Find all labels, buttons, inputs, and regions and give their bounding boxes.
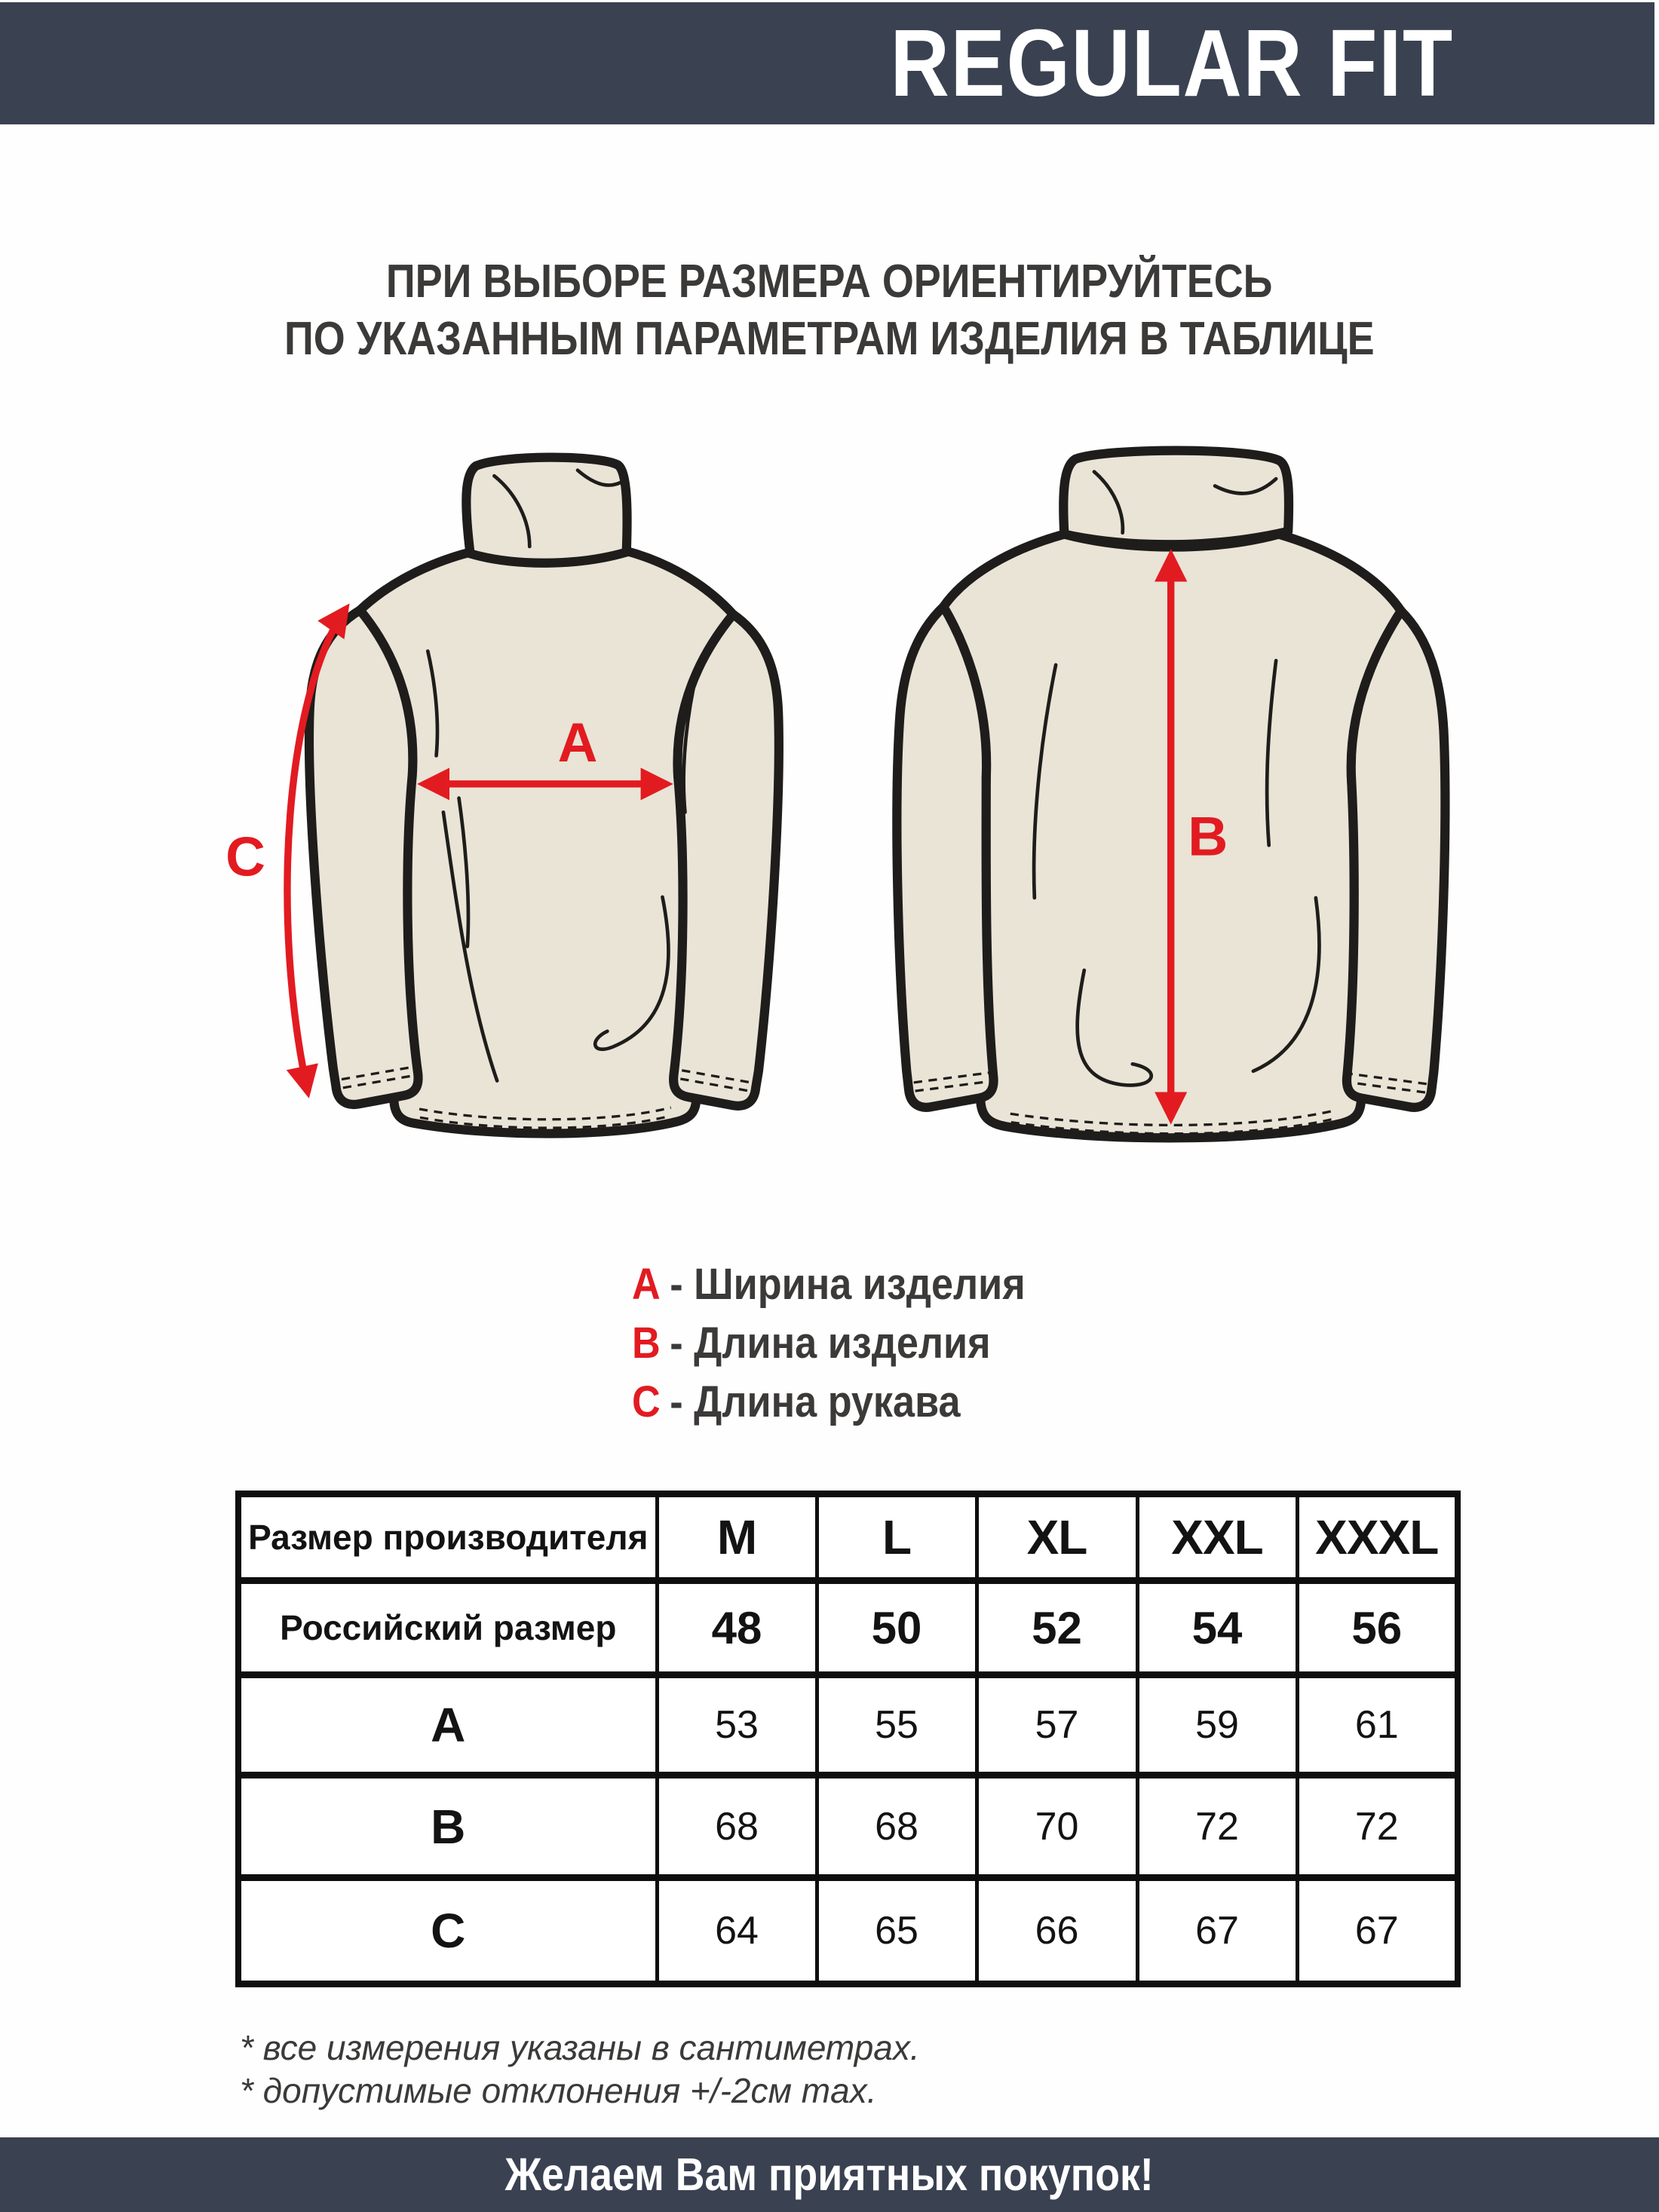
fit-type-title: REGULAR FIT <box>890 10 1454 116</box>
a-xl: 57 <box>977 1675 1137 1775</box>
intro-heading <box>0 253 1659 368</box>
measure-letter-a: A <box>238 1675 657 1775</box>
intro-line-2: ПО УКАЗАННЫМ ПАРАМЕТРАМ ИЗДЕЛИЯ В ТАБЛИЦЕ <box>284 313 1375 365</box>
a-xxxl: 61 <box>1297 1675 1458 1775</box>
bottom-banner <box>0 2137 1659 2212</box>
measure-letter-c: C <box>238 1878 657 1984</box>
a-xxl: 59 <box>1137 1675 1297 1775</box>
c-xxl: 67 <box>1137 1878 1297 1984</box>
farewell-message: Желаем Вам приятных покупок! <box>504 2149 1155 2200</box>
rus-56: 56 <box>1297 1581 1458 1675</box>
front-garment-diagram <box>213 445 818 1176</box>
c-xxxl: 67 <box>1297 1878 1458 1984</box>
a-m: 53 <box>657 1675 817 1775</box>
rus-52: 52 <box>977 1581 1137 1675</box>
c-xl: 66 <box>977 1878 1137 1984</box>
size-table <box>235 1490 1461 1987</box>
size-m: M <box>657 1494 817 1581</box>
measurement-legend <box>632 1259 1069 1435</box>
size-xxxl: XXXL <box>1297 1494 1458 1581</box>
rus-48: 48 <box>657 1581 817 1675</box>
b-xxxl: 72 <box>1297 1775 1458 1878</box>
back-left-sleeve <box>897 607 993 1108</box>
legend-item-c <box>632 1377 1026 1435</box>
b-xl: 70 <box>977 1775 1137 1878</box>
table-row-measure-a <box>238 1675 1458 1775</box>
front-right-sleeve <box>673 614 779 1106</box>
c-m: 64 <box>657 1878 817 1984</box>
producer-size-label: Размер производителя <box>238 1494 657 1581</box>
b-m: 68 <box>657 1775 817 1878</box>
back-right-sleeve <box>1347 611 1445 1107</box>
russian-size-label: Российский размер <box>238 1581 657 1675</box>
top-banner <box>0 2 1654 124</box>
label-b: B <box>1188 804 1228 868</box>
table-row-measure-b <box>238 1775 1458 1878</box>
table-row-measure-c <box>238 1878 1458 1984</box>
size-l: L <box>817 1494 977 1581</box>
table-row-producer-size <box>238 1494 1458 1581</box>
b-l: 68 <box>817 1775 977 1878</box>
legend-text-b: - Длина изделия <box>670 1319 991 1368</box>
intro-line-1: ПРИ ВЫБОРЕ РАЗМЕРА ОРИЕНТИРУЙТЕСЬ <box>386 256 1273 308</box>
legend-item-b <box>632 1318 1026 1377</box>
legend-letter-b: B <box>632 1319 661 1368</box>
front-collar <box>466 458 627 563</box>
footnote-units: * все измерения указаны в сантиметрах. <box>240 2028 920 2067</box>
b-xxl: 72 <box>1137 1775 1297 1878</box>
legend-letter-c: C <box>632 1377 661 1426</box>
label-c: C <box>225 826 265 888</box>
rus-50: 50 <box>817 1581 977 1675</box>
label-a: A <box>557 712 598 774</box>
front-left-sleeve <box>309 610 419 1104</box>
table-row-russian-size <box>238 1581 1458 1675</box>
rus-54: 54 <box>1137 1581 1297 1675</box>
c-l: 65 <box>817 1878 977 1984</box>
size-xl: XL <box>977 1494 1137 1581</box>
legend-text-a: - Ширина изделия <box>670 1260 1026 1309</box>
footnotes <box>240 2027 920 2112</box>
legend-text-c: - Длина рукава <box>670 1377 961 1426</box>
measure-letter-b: B <box>238 1775 657 1878</box>
footnote-tolerance: * допустимые отклонения +/-2см max. <box>240 2071 877 2110</box>
back-garment-diagram <box>881 443 1478 1178</box>
back-collar <box>1063 451 1289 545</box>
a-l: 55 <box>817 1675 977 1775</box>
legend-letter-a: A <box>632 1260 661 1309</box>
legend-item-a <box>632 1259 1026 1318</box>
size-xxl: XXL <box>1137 1494 1297 1581</box>
